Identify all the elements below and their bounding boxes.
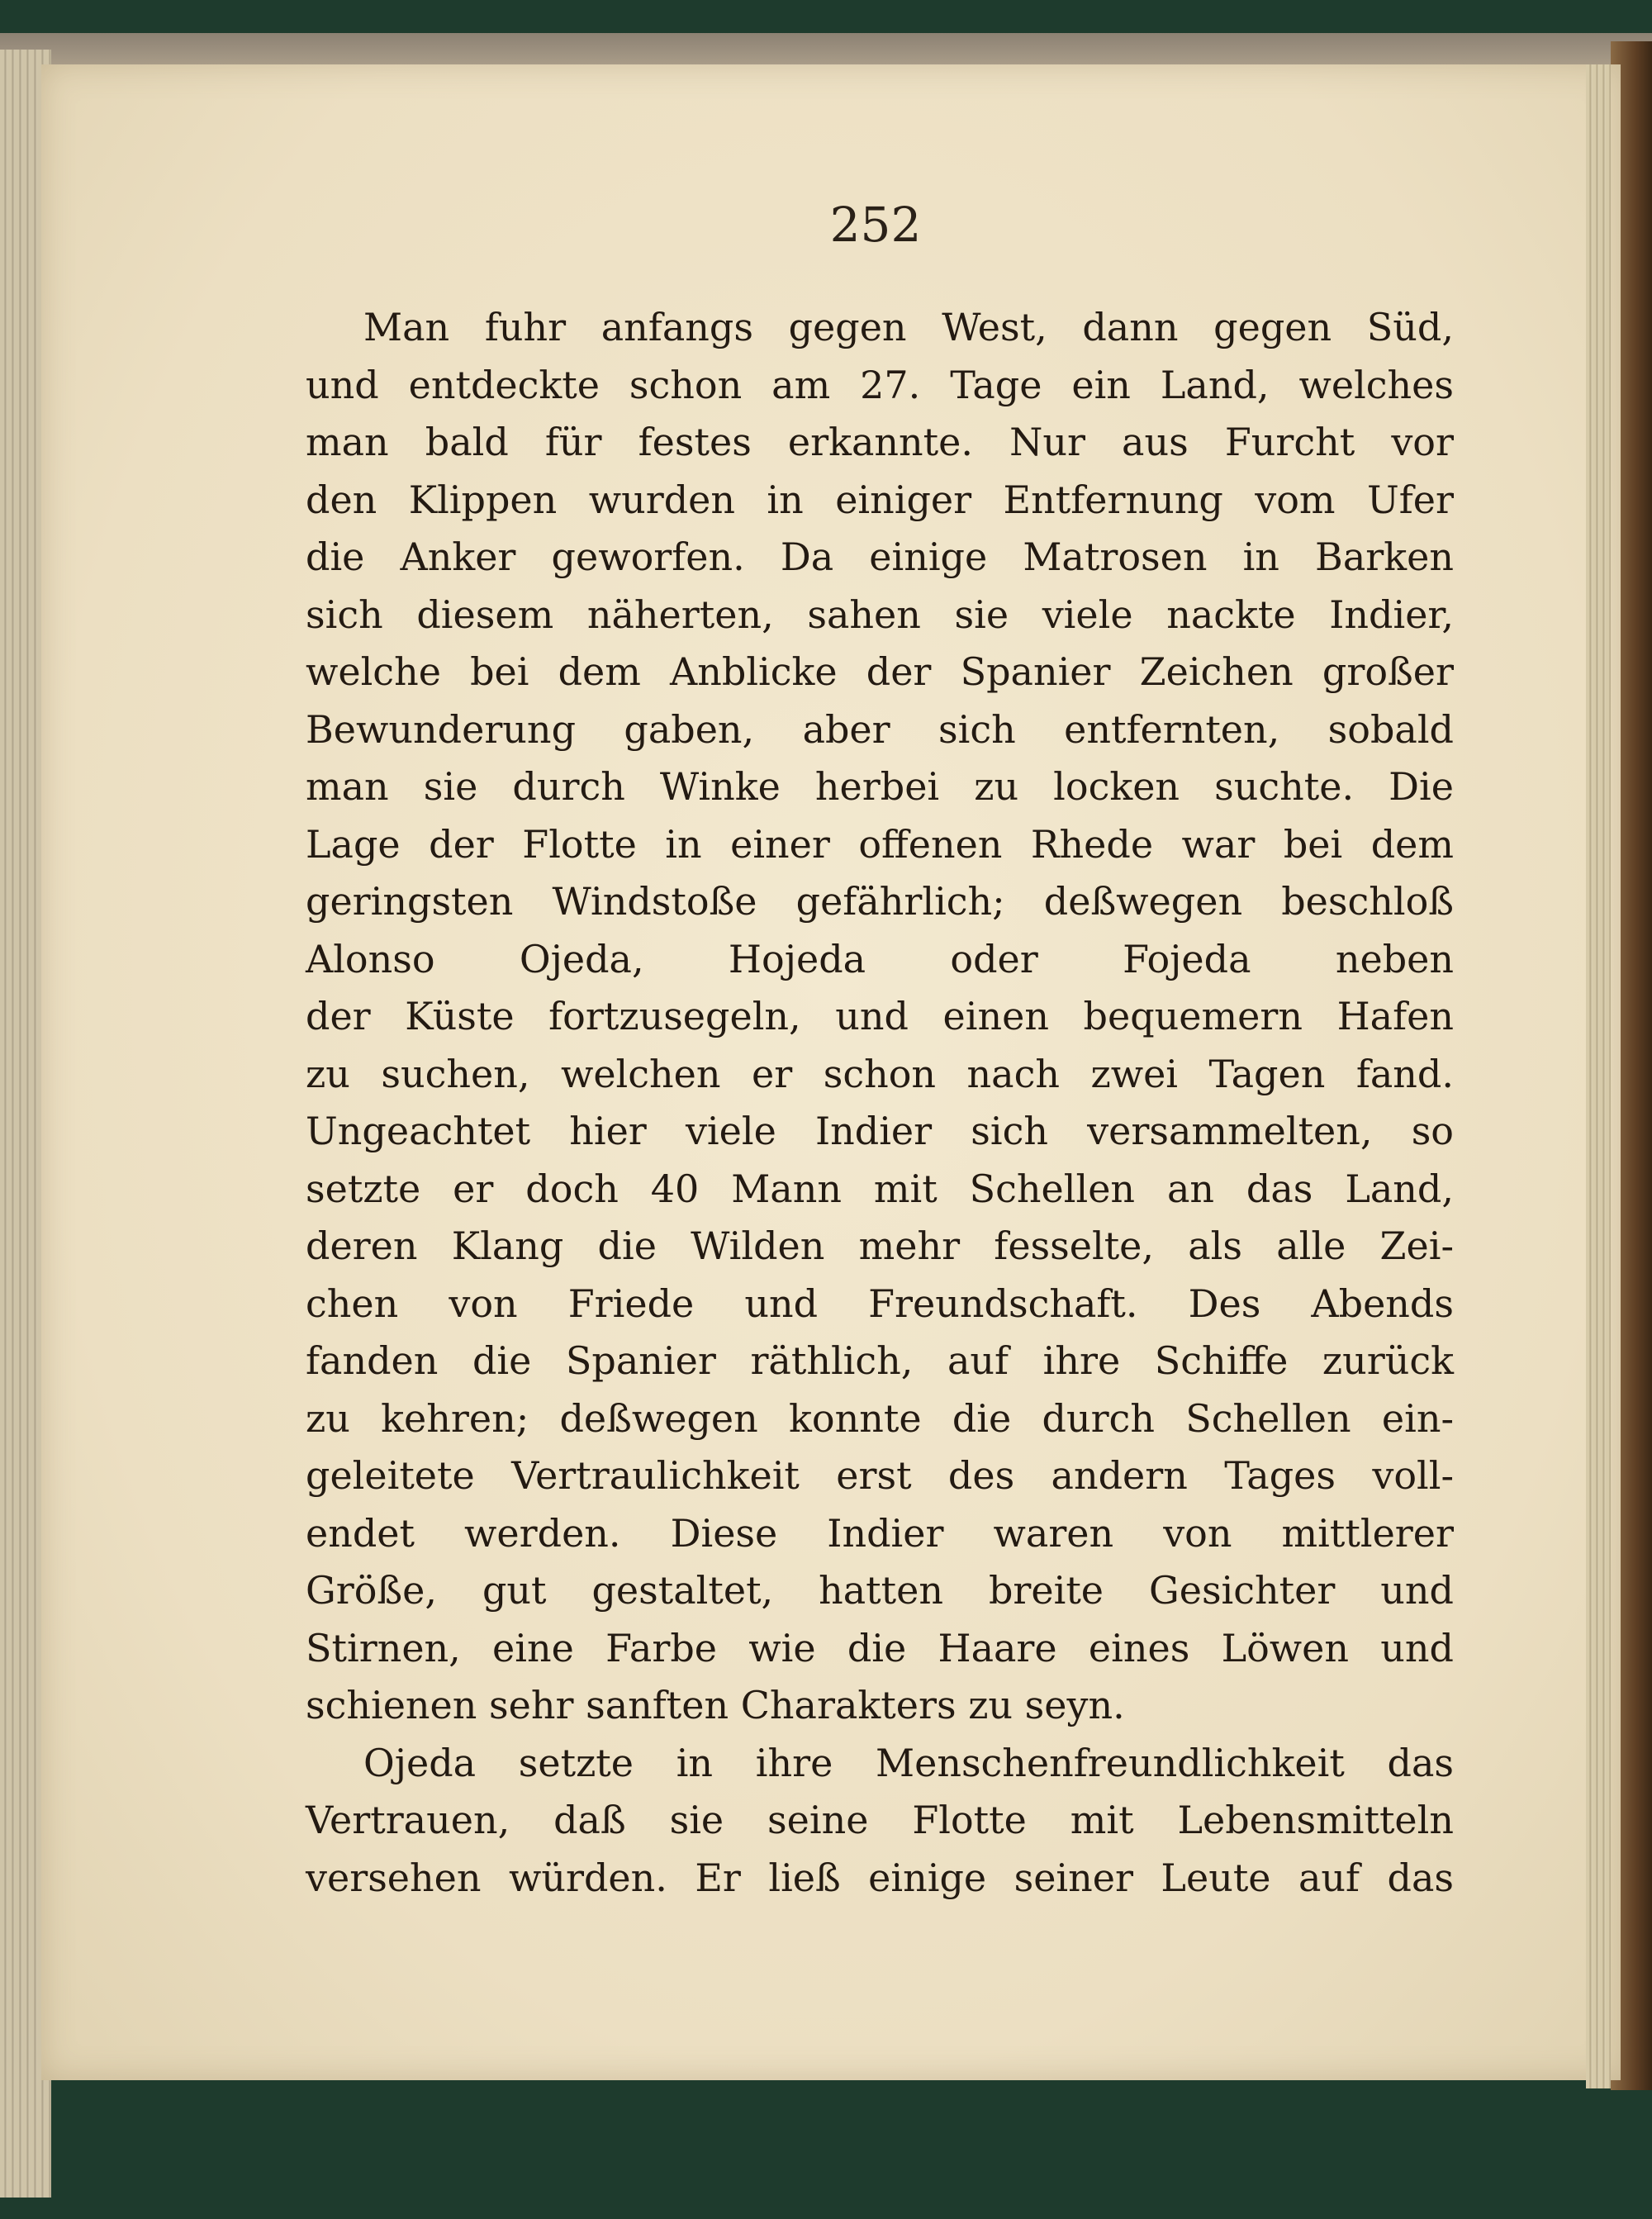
text-line: endet werden. Diese Indier waren von mittlerer (306, 1510, 1454, 1556)
text-line: sich diesem näherten, sahen sie viele nackte Indier, (306, 592, 1454, 637)
text-line: welche bei dem Anblicke der Spanier Zeichen großer (306, 649, 1454, 694)
text-line: man sie durch Winke herbei zu locken suchte. Die (306, 764, 1454, 809)
text-line: zu kehren; deßwegen konnte die durch Schellen ein- (306, 1395, 1454, 1441)
text-line: der Küste fortzusegeln, und einen bequemern Hafen (306, 994, 1454, 1038)
text-line: setzte er doch 40 Mann mit Schellen an das Land, (306, 1166, 1454, 1211)
text-line: zu suchen, welchen er schon nach zwei Tagen fand. (306, 1051, 1454, 1096)
text-line: chen von Friede und Freundschaft. Des Abends (306, 1281, 1454, 1326)
text-line: schienen sehr sanften Charakters zu seyn. (306, 1683, 1125, 1727)
text-line: Ungeachtet hier viele Indier sich versammelten, so (306, 1109, 1454, 1153)
text-line: Ojeda setzte in ihre Menschenfreundlichkeit das (363, 1740, 1454, 1785)
text-line: die Anker geworfen. Da einige Matrosen in Barken (306, 535, 1454, 579)
text-line: Lage der Flotte in einer offenen Rhede war bei dem (306, 821, 1454, 867)
text-line: Alonso Ojeda, Hojeda oder Fojeda neben (306, 936, 1454, 981)
text-line: den Klippen wurden in einiger Entfernung vom Ufer (306, 477, 1454, 522)
text-line: man bald für festes erkannte. Nur aus Furcht vor (306, 420, 1454, 464)
text-line: deren Klang die Wilden mehr fesselte, als alle Zei- (306, 1224, 1454, 1268)
right-page-stack (1586, 64, 1611, 2088)
text-line: geleitete Vertraulichkeit erst des andern Tages voll- (306, 1453, 1454, 1498)
text-line: und entdeckte schon am 27. Tage ein Land, welches (306, 362, 1454, 407)
text-line: Bewunderung gaben, aber sich entfernten, sobald (306, 706, 1454, 752)
text-line: versehen würden. Er ließ einige seiner Leute auf das (306, 1855, 1454, 1900)
body-text (306, 299, 1454, 1907)
text-line: fanden die Spanier räthlich, auf ihre Schiffe zurück (306, 1338, 1454, 1383)
text-line: Größe, gut gestaltet, hatten breite Gesichter und (306, 1568, 1454, 1613)
text-line: Vertrauen, daß sie seine Flotte mit Lebensmitteln (306, 1798, 1454, 1842)
text-line: Stirnen, eine Farbe wie die Haare eines Löwen und (306, 1625, 1454, 1670)
text-line: geringsten Windstoße gefährlich; deßwegen beschloß (306, 879, 1454, 924)
text-line: Man fuhr anfangs gegen West, dann gegen Süd, (363, 305, 1454, 349)
page-number: 252 (829, 197, 922, 253)
